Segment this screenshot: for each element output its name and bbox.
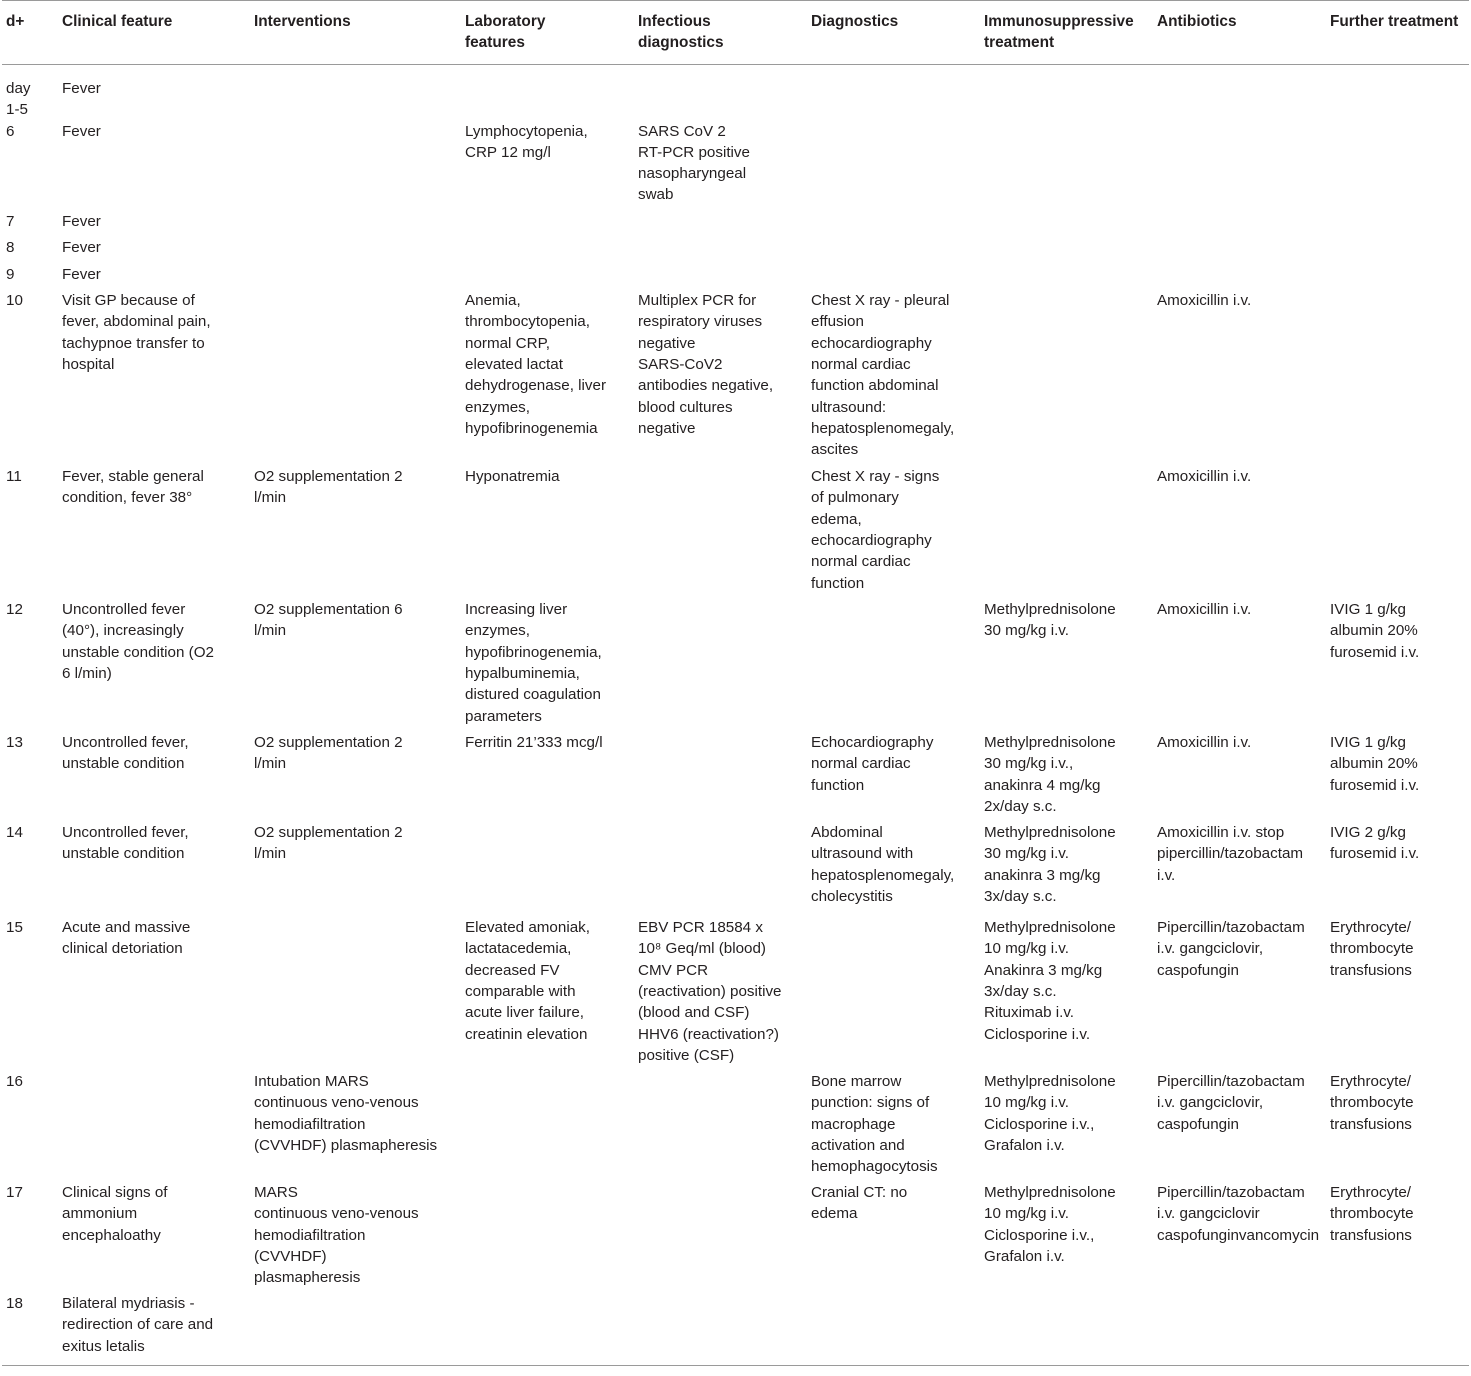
laboratory-features-cell	[461, 237, 634, 264]
header-clinical-feature: Clinical feature	[58, 1, 250, 65]
infectious-diagnostics-cell	[634, 237, 807, 264]
immunosuppressive-treatment-cell	[980, 237, 1153, 264]
antibiotics-cell: Amoxicillin i.v.	[1157, 468, 1252, 486]
infectious-diagnostics-cell: SARS CoV 2 RT-PCR positive nasopharyngeal swab	[638, 122, 750, 204]
laboratory-features-cell: Ferritin 21’333 mcg/l	[465, 734, 603, 752]
diagnostics-cell	[807, 1293, 980, 1366]
table-row	[2, 1182, 1469, 1293]
immunosuppressive-treatment-cell: Methylprednisolone 10 mg/kg i.v. Ciclosporine i.v., Grafalon i.v.	[984, 1184, 1116, 1265]
diagnostics-cell: Chest X ray - pleural effusion echocardiography normal cardiac function abdominal ultrasound: hepatosplenomegaly, ascites	[811, 292, 955, 459]
clinical-feature-cell: Clinical signs of ammonium encephaloathy	[62, 1184, 168, 1244]
header-infectious-diagnostics: Infectious diagnostics	[634, 1, 807, 65]
interventions-cell	[250, 917, 461, 1071]
day-cell: 11	[6, 468, 22, 486]
clinical-course-table	[2, 0, 1469, 1366]
infectious-diagnostics-cell	[634, 1293, 807, 1366]
laboratory-features-cell	[461, 1182, 634, 1293]
header-further-treatment: Further treatment	[1326, 1, 1469, 65]
table-row	[2, 917, 1469, 1071]
table-body	[2, 65, 1469, 1366]
diagnostics-cell: Chest X ray - signs of pulmonary edema, echocardiography normal cardiac function	[811, 468, 940, 592]
clinical-feature-cell: Visit GP because of fever, abdominal pain, tachypnoe transfer to hospital	[62, 292, 211, 373]
laboratory-features-cell	[461, 264, 634, 291]
immunosuppressive-treatment-cell: Methylprednisolone 10 mg/kg i.v. Ciclosporine i.v., Grafalon i.v.	[984, 1073, 1116, 1154]
table-row	[2, 1071, 1469, 1182]
table-row	[2, 822, 1469, 917]
diagnostics-cell	[807, 237, 980, 264]
clinical-feature-cell: Acute and massive clinical detoriation	[62, 919, 191, 958]
header-laboratory-features: Laboratory features	[461, 1, 634, 65]
infectious-diagnostics-cell	[634, 599, 807, 732]
interventions-cell: MARS continuous veno-venous hemodiafiltration (CVVHDF) plasmapheresis	[254, 1184, 419, 1287]
laboratory-features-cell	[461, 65, 634, 121]
infectious-diagnostics-cell	[634, 65, 807, 121]
interventions-cell: Intubation MARS continuous veno-venous hemodiafiltration (CVVHDF) plasmapheresis	[254, 1073, 438, 1154]
further-treatment-cell	[1326, 1293, 1469, 1366]
antibiotics-cell	[1153, 211, 1326, 238]
further-treatment-cell	[1326, 65, 1469, 121]
clinical-feature-cell: Uncontrolled fever, unstable condition	[62, 824, 189, 863]
immunosuppressive-treatment-cell	[980, 65, 1153, 121]
interventions-cell	[250, 121, 461, 211]
infectious-diagnostics-cell	[634, 822, 807, 917]
diagnostics-cell: Echocardiography normal cardiac function	[811, 734, 934, 794]
interventions-cell	[250, 237, 461, 264]
day-cell: 9	[6, 265, 15, 283]
laboratory-features-cell: Increasing liver enzymes, hypofibrinogenemia, hypalbuminemia, distured coagulation parameters	[465, 601, 602, 725]
day-cell: 17	[6, 1184, 23, 1202]
laboratory-features-cell: Elevated amoniak, lactatacedemia, decreased FV comparable with acute liver failure, creatinin elevation	[465, 919, 590, 1043]
further-treatment-cell	[1326, 121, 1469, 211]
immunosuppressive-treatment-cell	[980, 264, 1153, 291]
header-day: d+	[2, 1, 58, 65]
table-row	[2, 732, 1469, 822]
clinical-feature-cell: Fever	[62, 122, 101, 140]
antibiotics-cell	[1153, 264, 1326, 291]
interventions-cell: O2 supplementation 2 l/min	[254, 824, 403, 863]
antibiotics-cell: Amoxicillin i.v.	[1157, 734, 1252, 752]
antibiotics-cell	[1153, 121, 1326, 211]
table-row	[2, 599, 1469, 732]
day-cell: 7	[6, 212, 15, 230]
infectious-diagnostics-cell	[634, 1182, 807, 1293]
day-cell: 15	[6, 919, 23, 937]
antibiotics-cell	[1153, 237, 1326, 264]
further-treatment-cell	[1326, 290, 1469, 466]
day-cell: 6	[6, 122, 15, 140]
table-row	[2, 121, 1469, 211]
laboratory-features-cell	[461, 1293, 634, 1366]
diagnostics-cell: Abdominal ultrasound with hepatosplenomegaly, cholecystitis	[811, 824, 955, 905]
interventions-cell	[250, 264, 461, 291]
laboratory-features-cell	[461, 822, 634, 917]
infectious-diagnostics-cell: Multiplex PCR for respiratory viruses negative SARS-CoV2 antibodies negative, blood cultures negative	[638, 292, 774, 437]
further-treatment-cell: Erythrocyte/ thrombocyte transfusions	[1330, 919, 1414, 979]
day-cell: 8	[6, 239, 15, 257]
further-treatment-cell	[1326, 211, 1469, 238]
clinical-feature-cell: Fever	[62, 212, 101, 230]
further-treatment-cell: IVIG 1 g/kg albumin 20% furosemid i.v.	[1330, 601, 1420, 661]
immunosuppressive-treatment-cell: Methylprednisolone 30 mg/kg i.v. anakinra 3 mg/kg 3x/day s.c.	[984, 824, 1116, 905]
interventions-cell	[250, 290, 461, 466]
day-cell: 18	[6, 1295, 23, 1313]
immunosuppressive-treatment-cell: Methylprednisolone 10 mg/kg i.v. Anakinra 3 mg/kg 3x/day s.c. Rituximab i.v. Ciclosporine i.v.	[984, 919, 1116, 1043]
table-row	[2, 65, 1469, 121]
laboratory-features-cell	[461, 1071, 634, 1182]
antibiotics-cell: Pipercillin/tazobactam i.v. gangciclovir caspofunginvancomycin	[1157, 1184, 1320, 1244]
table-row	[2, 466, 1469, 599]
further-treatment-cell: Erythrocyte/ thrombocyte transfusions	[1330, 1184, 1414, 1244]
clinical-feature-cell: Uncontrolled fever (40°), increasingly unstable condition (O2 6 l/min)	[62, 601, 214, 682]
laboratory-features-cell: Hyponatremia	[465, 468, 560, 486]
interventions-cell: O2 supplementation 6 l/min	[254, 601, 403, 640]
laboratory-features-cell: Lymphocytopenia, CRP 12 mg/l	[465, 122, 588, 161]
diagnostics-cell: Bone marrow punction: signs of macrophage activation and hemophagocytosis	[811, 1073, 938, 1176]
day-cell: 13	[6, 734, 23, 752]
header-row	[2, 1, 1469, 65]
table-row	[2, 290, 1469, 466]
antibiotics-cell: Amoxicillin i.v.	[1157, 601, 1252, 619]
immunosuppressive-treatment-cell: Methylprednisolone 30 mg/kg i.v., anakinra 4 mg/kg 2x/day s.c.	[984, 734, 1116, 815]
further-treatment-cell: IVIG 1 g/kg albumin 20% furosemid i.v.	[1330, 734, 1420, 794]
antibiotics-cell: Pipercillin/tazobactam i.v. gangciclovir, caspofungin	[1157, 919, 1305, 979]
day-cell: 14	[6, 824, 23, 842]
antibiotics-cell	[1153, 65, 1326, 121]
immunosuppressive-treatment-cell	[980, 466, 1153, 599]
antibiotics-cell: Amoxicillin i.v.	[1157, 292, 1252, 310]
infectious-diagnostics-cell: EBV PCR 18584 x 10⁸ Geq/ml (blood) CMV PCR (reactivation) positive (blood and CSF) HHV6 (reactivation?) positive (CSF)	[638, 919, 782, 1064]
diagnostics-cell	[807, 917, 980, 1071]
header-diagnostics: Diagnostics	[807, 1, 980, 65]
antibiotics-cell: Pipercillin/tazobactam i.v. gangciclovir, caspofungin	[1157, 1073, 1305, 1133]
header-antibiotics: Antibiotics	[1153, 1, 1326, 65]
table-row	[2, 237, 1469, 264]
clinical-feature-cell: Fever	[62, 265, 101, 283]
antibiotics-cell	[1153, 1293, 1326, 1366]
interventions-cell	[250, 65, 461, 121]
interventions-cell: O2 supplementation 2 l/min	[254, 468, 403, 507]
clinical-feature-cell: Bilateral mydriasis - redirection of care and exitus letalis	[62, 1295, 214, 1355]
interventions-cell	[250, 211, 461, 238]
header-immunosuppressive-treatment: Immunosuppressive treatment	[980, 1, 1153, 65]
laboratory-features-cell	[461, 211, 634, 238]
immunosuppressive-treatment-cell	[980, 121, 1153, 211]
antibiotics-cell: Amoxicillin i.v. stop pipercillin/tazobactam i.v.	[1157, 824, 1304, 884]
day-cell: 10	[6, 292, 23, 310]
infectious-diagnostics-cell	[634, 264, 807, 291]
further-treatment-cell	[1326, 466, 1469, 599]
infectious-diagnostics-cell	[634, 466, 807, 599]
table-row	[2, 264, 1469, 291]
diagnostics-cell	[807, 65, 980, 121]
further-treatment-cell	[1326, 237, 1469, 264]
infectious-diagnostics-cell	[634, 211, 807, 238]
day-cell: 16	[6, 1073, 23, 1091]
further-treatment-cell: Erythrocyte/ thrombocyte transfusions	[1330, 1073, 1414, 1133]
infectious-diagnostics-cell	[634, 732, 807, 822]
clinical-feature-cell: Fever	[62, 80, 101, 97]
interventions-cell	[250, 1293, 461, 1366]
diagnostics-cell	[807, 121, 980, 211]
table-row	[2, 211, 1469, 238]
day-cell: day 1-5	[6, 80, 31, 119]
interventions-cell: O2 supplementation 2 l/min	[254, 734, 403, 773]
diagnostics-cell	[807, 264, 980, 291]
header-interventions: Interventions	[250, 1, 461, 65]
diagnostics-cell: Cranial CT: no edema	[811, 1184, 908, 1223]
immunosuppressive-treatment-cell	[980, 290, 1153, 466]
further-treatment-cell: IVIG 2 g/kg furosemid i.v.	[1330, 824, 1420, 863]
table-header	[2, 1, 1469, 65]
immunosuppressive-treatment-cell: Methylprednisolone 30 mg/kg i.v.	[984, 601, 1116, 640]
clinical-feature-cell: Fever	[62, 239, 101, 257]
table-row	[2, 1293, 1469, 1366]
day-cell: 12	[6, 601, 23, 619]
further-treatment-cell	[1326, 264, 1469, 291]
immunosuppressive-treatment-cell	[980, 1293, 1153, 1366]
laboratory-features-cell: Anemia, thrombocytopenia, normal CRP, elevated lactat dehydrogenase, liver enzymes, hypofibrinogenemia	[465, 292, 606, 437]
infectious-diagnostics-cell	[634, 1071, 807, 1182]
diagnostics-cell	[807, 211, 980, 238]
clinical-feature-cell	[58, 1071, 250, 1182]
immunosuppressive-treatment-cell	[980, 211, 1153, 238]
diagnostics-cell	[807, 599, 980, 732]
clinical-feature-cell: Fever, stable general condition, fever 38°	[62, 468, 204, 507]
clinical-feature-cell: Uncontrolled fever, unstable condition	[62, 734, 189, 773]
